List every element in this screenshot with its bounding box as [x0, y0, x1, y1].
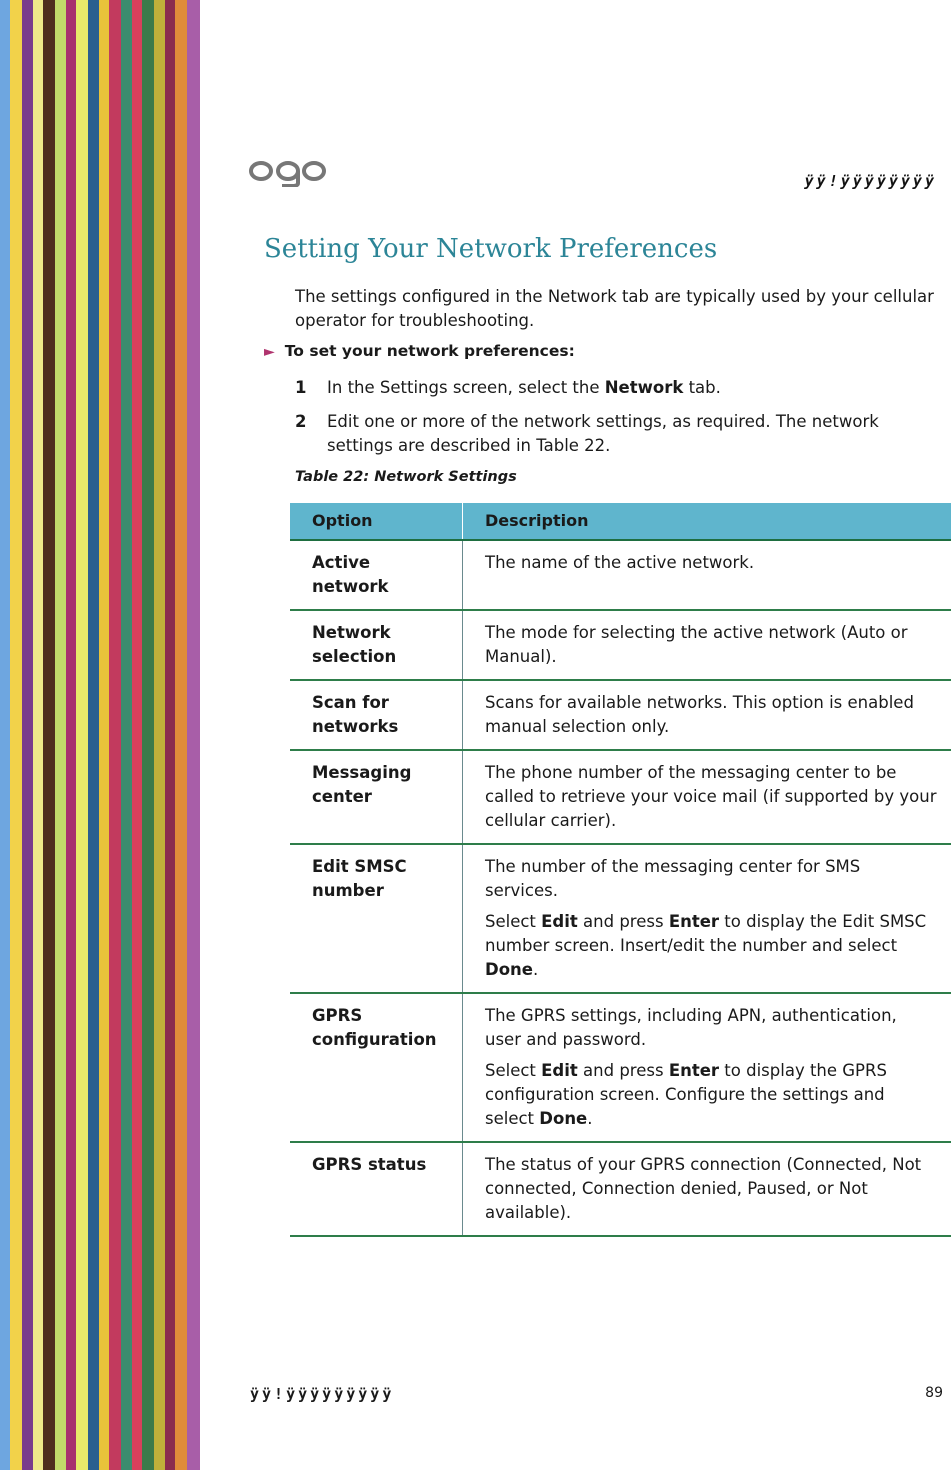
table-row	[290, 993, 951, 1142]
footer-text: ÿÿ!ÿÿÿÿÿÿÿÿÿ	[250, 1385, 395, 1403]
ogo-logo	[248, 155, 328, 187]
option-cell: GPRS configuration	[290, 993, 463, 1142]
option-cell: Edit SMSC number	[290, 844, 463, 993]
step-text: Edit one or more of the network settings, as required. The network settings are described in Table 22.	[327, 412, 879, 455]
option-cell: GPRS status	[290, 1142, 463, 1236]
stripe	[66, 0, 76, 1470]
decorative-stripes	[0, 0, 200, 1470]
stripe	[88, 0, 99, 1470]
stripe	[175, 0, 187, 1470]
stripe	[0, 0, 10, 1470]
table-row	[290, 844, 951, 993]
table-caption: Table 22: Network Settings	[295, 469, 517, 485]
procedure-heading	[264, 342, 575, 360]
table-row	[290, 540, 951, 610]
stripe	[55, 0, 66, 1470]
step-number: 2	[295, 412, 307, 431]
column-header-description: Description	[463, 503, 951, 540]
stripe	[76, 0, 88, 1470]
table-row	[290, 1142, 951, 1236]
option-cell: Active network	[290, 540, 463, 610]
intro-paragraph: The settings configured in the Network tab are typically used by your cellular operator for troubleshooting.	[295, 287, 934, 330]
page-number: 89	[925, 1385, 943, 1401]
stripe	[132, 0, 142, 1470]
table-row	[290, 680, 951, 750]
description-cell: The name of the active network.	[463, 540, 951, 610]
stripe	[142, 0, 154, 1470]
stripe	[187, 0, 200, 1470]
stripe	[165, 0, 175, 1470]
table-row	[290, 750, 951, 844]
stripe	[109, 0, 121, 1470]
description-cell: The mode for selecting the active network (Auto or Manual).	[463, 610, 951, 680]
table-row	[290, 610, 951, 680]
procedure-heading-text: To set your network preferences:	[284, 342, 575, 360]
running-header: ÿÿ!ÿÿÿÿÿÿÿÿ	[804, 172, 937, 190]
step-number: 1	[295, 378, 307, 397]
stripe	[10, 0, 22, 1470]
description-cell: The status of your GPRS connection (Connected, Not connected, Connection denied, Paused, or Not available).	[463, 1142, 951, 1236]
option-cell: Scan for networks	[290, 680, 463, 750]
step-text: In the Settings screen, select the Network tab.	[327, 378, 721, 397]
column-header-option: Option	[290, 503, 463, 540]
section-title: Setting Your Network Preferences	[264, 234, 718, 264]
stripe	[99, 0, 109, 1470]
arrow-icon: ►	[264, 344, 275, 360]
stripe	[33, 0, 43, 1470]
table-header-row	[290, 503, 951, 540]
stripe	[43, 0, 55, 1470]
network-settings-table	[290, 503, 951, 1237]
stripe	[154, 0, 165, 1470]
description-cell: The GPRS settings, including APN, authentication, user and password. Select Edit and press Enter to display the GPRS configuration screen. Configure the settings and select Done.	[463, 993, 951, 1142]
stripe	[22, 0, 33, 1470]
stripe	[121, 0, 132, 1470]
option-cell: Network selection	[290, 610, 463, 680]
description-cell: The phone number of the messaging center to be called to retrieve your voice mail (if supported by your cellular carrier).	[463, 750, 951, 844]
option-cell: Messaging center	[290, 750, 463, 844]
description-cell: The number of the messaging center for SMS services. Select Edit and press Enter to display the Edit SMSC number screen. Insert/edit the number and select Done.	[463, 844, 951, 993]
description-cell: Scans for available networks. This option is enabled manual selection only.	[463, 680, 951, 750]
